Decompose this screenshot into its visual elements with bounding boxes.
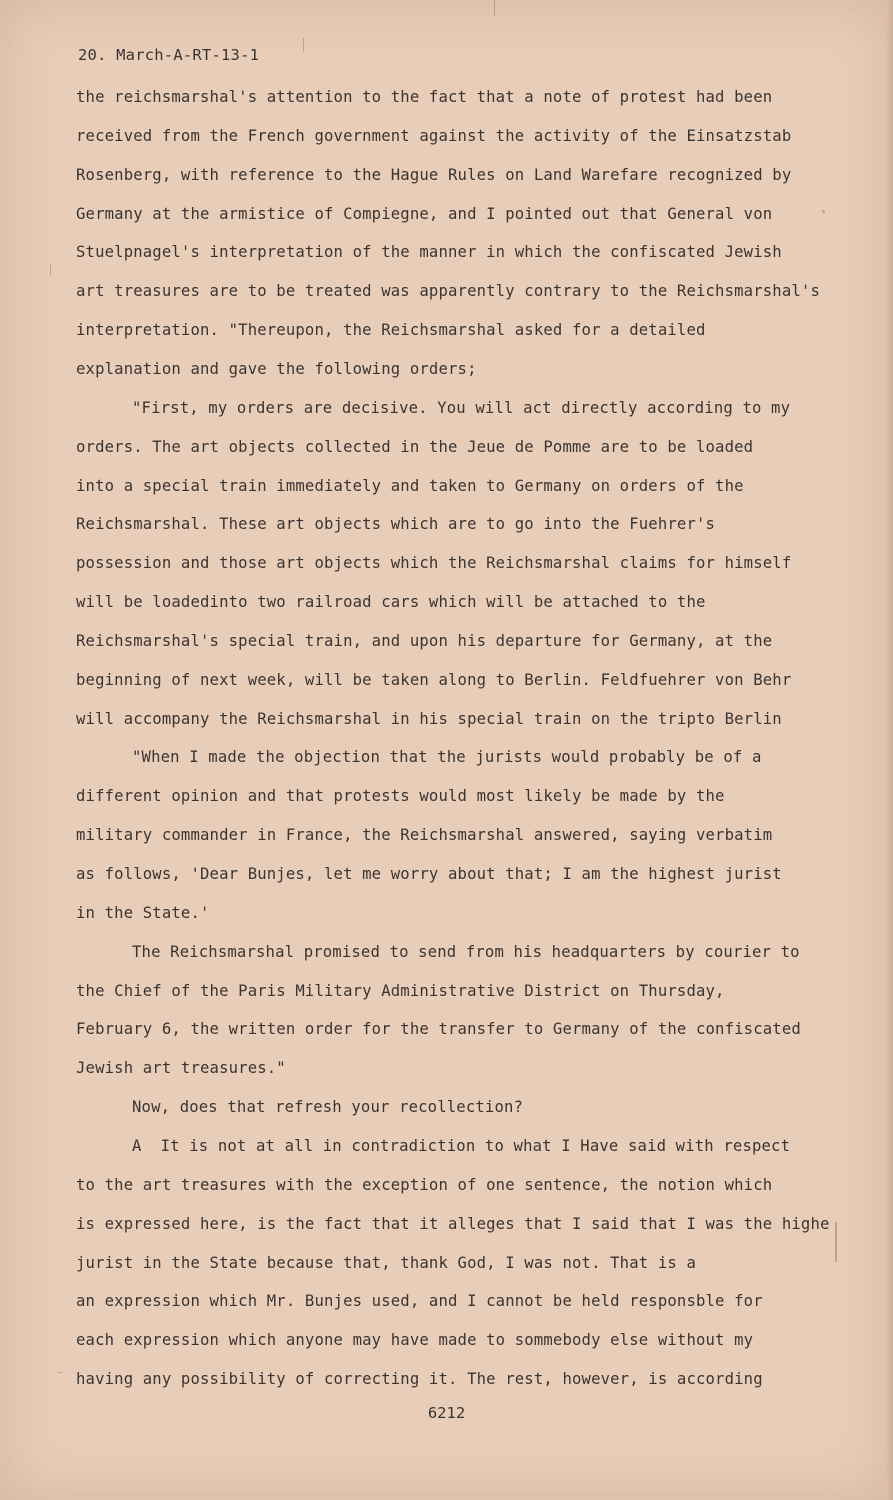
text-line: possession and those art objects which the Reichsmarshal claims for himself [76, 554, 792, 573]
text-line: "First, my orders are decisive. You will act directly according to my [132, 398, 791, 417]
paper-mark [494, 0, 495, 16]
text-line: February 6, the written order for the transfer to Germany of the confiscated [76, 1020, 801, 1039]
text-line: Jewish art treasures." [76, 1059, 286, 1078]
text-line: the reichsmarshal's attention to the fact that a note of protest had been [76, 88, 773, 106]
text-line: in the State.' [76, 903, 210, 922]
page-header: 20. March-A-RT-13-1 [78, 46, 260, 64]
text-line: having any possibility of correcting it. The rest, however, is according [76, 1370, 763, 1389]
text-line: Stuelpnagel's interpretation of the manner in which the confiscated Jewish [76, 243, 782, 262]
text-line: each expression which anyone may have made to sommebody else without my [76, 1331, 754, 1350]
text-line: into a special train immediately and taken to Germany on orders of the [76, 476, 744, 495]
text-line: Rosenberg, with reference to the Hague Rules on Land Warefare recognized by [76, 165, 792, 184]
paper-mark [822, 210, 825, 213]
paper-mark [50, 264, 51, 276]
text-line: will accompany the Reichsmarshal in his special train on the tripto Berlin [76, 709, 782, 728]
text-line: to the art treasures with the exception of one sentence, the notion which [76, 1175, 773, 1194]
text-line: The Reichsmarshal promised to send from his headquarters by courier to [132, 942, 800, 961]
text-line: Reichsmarshal. These art objects which are to go into the Fuehrer's [76, 515, 716, 534]
text-line: different opinion and that protests would most likely be made by the [76, 787, 725, 806]
paper-mark [58, 1372, 62, 1373]
text-line: beginning of next week, will be taken along to Berlin. Feldfuehrer von Behr [76, 670, 792, 689]
text-line: jurist in the State because that, thank God, I was not. That is a [76, 1253, 696, 1272]
paper-mark [303, 38, 304, 52]
page-number: 6212 [427, 1404, 466, 1422]
text-line: "When I made the objection that the jurists would probably be of a [132, 748, 762, 767]
text-line: Germany at the armistice of Compiegne, and I pointed out that General von [76, 204, 773, 223]
page-edge [885, 0, 893, 1500]
text-line: as follows, 'Dear Bunjes, let me worry about that; I am the highest jurist [76, 865, 782, 883]
text-line: Now, does that refresh your recollection? [132, 1098, 524, 1117]
text-line: interpretation. "Thereupon, the Reichsmarshal asked for a detailed [76, 321, 706, 340]
text-line: is expressed here, is the fact that it alleges that I said that I was the highe [76, 1214, 830, 1233]
text-line: an expression which Mr. Bunjes used, and I cannot be held responsble for [76, 1292, 763, 1311]
text-line: the Chief of the Paris Military Administrative District on Thursday, [76, 981, 725, 1000]
text-line: A It is not at all in contradiction to what I Have said with respect [132, 1136, 791, 1155]
text-line: art treasures are to be treated was apparently contrary to the Reichsmarshal's [76, 282, 820, 301]
text-line: explanation and gave the following orders; [76, 359, 477, 378]
text-line: military commander in France, the Reichsmarshal answered, saying verbatim [76, 826, 773, 845]
text-line: will be loadedinto two railroad cars which will be attached to the [76, 593, 706, 612]
text-line: orders. The art objects collected in the Jeue de Pomme are to be loaded [76, 437, 754, 456]
paper-mark [835, 1222, 837, 1262]
text-line: Reichsmarshal's special train, and upon his departure for Germany, at the [76, 631, 773, 650]
text-line: received from the French government against the activity of the Einsatzstab [76, 126, 792, 145]
